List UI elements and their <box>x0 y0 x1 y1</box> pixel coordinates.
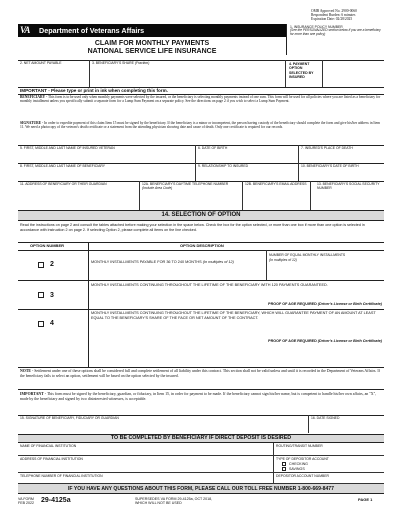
field-veteran-name[interactable] <box>18 145 196 163</box>
beneficiary-lead: BENEFICIARY <box>20 95 46 99</box>
field-institution-address[interactable] <box>18 456 274 473</box>
option-2-checkbox[interactable] <box>38 262 44 268</box>
ssn-label: 13. BENEFICIARY'S SOCIAL SECURITY NUMBER <box>317 182 380 191</box>
beneficiary-share-label-wrap <box>92 61 149 65</box>
beneficiary-text: - This form is to be used only when monthly payments were selected by the insured, or the beneficiary is selecting monthly payments instead of one sum. This form will be used for all policies where you are listed as a beneficiary for monthly installment unless you specifically submit a separate form for a Lump Sum Payment on a separate policy. See the directions on page 2 if you wish to select a Lump Sum Payment. <box>20 95 381 104</box>
field-veteran-dob[interactable] <box>196 145 299 163</box>
field-place-of-death[interactable] <box>299 145 384 163</box>
option-3-proof-hint: (Driver's License or Birth Certificate) <box>317 302 382 306</box>
savings-checkbox[interactable] <box>282 467 286 471</box>
savings-label: SAVINGS <box>289 467 305 471</box>
footer-form-label: VA FORM <box>18 497 34 501</box>
beneficiary-paragraph <box>20 95 384 104</box>
checking-label: CHECKING <box>289 462 308 466</box>
form-title-line2: NATIONAL SERVICE LIFE INSURANCE <box>87 48 217 56</box>
note-paragraph <box>20 369 384 379</box>
form-title <box>18 40 286 57</box>
field-beneficiary-name[interactable] <box>18 163 196 181</box>
institution-name-label: NAME OF FINANCIAL INSTITUTION <box>20 444 77 448</box>
footer-page: PAGE 1 <box>358 497 373 502</box>
place-of-death-label: 7. INSURED'S PLACE OF DEATH <box>301 146 353 150</box>
option-2-desc-wrap <box>91 260 261 265</box>
field-date-signed[interactable] <box>309 415 384 433</box>
signature-lead: SIGNATURE <box>20 121 42 125</box>
field-ssn[interactable] <box>311 181 384 210</box>
note-text: - Settlement under one of these options shall be considered full and complete settlement of all liability under this contract. This section shall not be valid unless and until it is recorded in the Department of Veterans Affairs. If the beneficiary fails to select an option, settlement will be based on the option selected by the insured. <box>20 369 380 378</box>
policy-number-label: 1. INSURANCE POLICY NUMBER <box>290 25 343 29</box>
agency-name: Department of Veterans Affairs <box>39 26 145 35</box>
important-paragraph <box>20 392 384 402</box>
beneficiary-share-hint: (Fraction) <box>134 61 150 65</box>
field-daytime-phone[interactable] <box>140 181 243 210</box>
option-3-proof: PROOF OF AGE REQUIRED <box>268 302 317 306</box>
field-account-number[interactable] <box>274 473 384 484</box>
option-4-proof-hint: (Driver's License or Birth Certificate) <box>317 339 382 343</box>
field-policy-number[interactable] <box>286 24 384 55</box>
option-4-number: 4 <box>50 320 54 327</box>
field-institution-phone[interactable] <box>18 473 274 484</box>
omb-expiration: Expiration Date: 02/28/2025 <box>311 17 353 22</box>
net-amount-label: 2. NET AMOUNT PAYABLE <box>20 61 62 65</box>
footer-form-number: 29-4125a <box>41 497 71 504</box>
omb-block <box>311 9 391 21</box>
daytime-phone-label-wrap <box>142 182 240 190</box>
installments-label: NUMBER OF EQUAL MONTHLY INSTALLMENTS <box>269 253 346 257</box>
footer-form-date: FEB 2022 <box>18 501 34 506</box>
option-4-proof: PROOF OF AGE REQUIRED <box>268 339 317 343</box>
supersedes-line2: WHICH WILL NOT BE USED <box>135 501 182 506</box>
note-lead: NOTE <box>20 369 32 373</box>
va-logo: VA <box>20 25 30 35</box>
institution-phone-label: TELEPHONE NUMBER OF FINANCIAL INSTITUTION <box>20 474 103 478</box>
field-number-installments[interactable] <box>266 250 384 280</box>
omb-burden: Respondent Burden: 6 minutes <box>311 13 356 18</box>
field-relationship[interactable] <box>196 163 299 181</box>
payment-option-label: 4. PAYMENT OPTION SELECTED BY INSURED <box>289 62 314 80</box>
account-type-label: TYPE OF DEPOSITOR ACCOUNT <box>276 457 329 461</box>
direct-deposit-title: TO BE COMPLETED BY BENEFICIARY IF DIRECT DEPOSIT IS DESIRED <box>110 435 292 441</box>
signature-label: 15. SIGNATURE OF BENEFICIARY, FIDUCIARY OR GUARDIAN <box>20 416 119 420</box>
policy-number-hint: (See the PERSONALIZED section below if you are a beneficiary for more than one policy) <box>290 28 381 36</box>
footer-form-id <box>18 497 34 506</box>
email-label: 12B. BENEFICIARY'S EMAIL ADDRESS <box>245 182 307 186</box>
important-text: - This form must be signed by the beneficiary, guardian, or fiduciary, in Item 15, in order for payment to be made. If the beneficiary cannot sign his/her name, but is competent to handle his/her own affairs, an "X", made by the beneficiary and signed by two disinterested witnesses, is acceptable. <box>20 392 377 401</box>
field-net-amount[interactable] <box>18 60 90 87</box>
field-payment-option[interactable] <box>322 60 384 87</box>
questions-text: IF YOU HAVE ANY QUESTIONS ABOUT THIS FORM, PLEASE CALL OUR TOLL FREE NUMBER 1-800-669-8477 <box>68 485 334 492</box>
veteran-dob-label: 6. DATE OF BIRTH <box>198 146 228 150</box>
option-3-proof-wrap <box>260 302 382 306</box>
form-title-line1: CLAIM FOR MONTHLY PAYMENTS <box>94 40 210 47</box>
date-signed-label: 16. DATE SIGNED <box>311 416 340 420</box>
option-3-number: 3 <box>50 292 54 299</box>
account-number-label: DEPOSITOR ACCOUNT NUMBER <box>276 474 330 478</box>
institution-address-label: ADDRESS OF FINANCIAL INSTITUTION <box>20 457 83 461</box>
option-2-number: 2 <box>50 261 54 268</box>
option-4-proof-wrap <box>260 339 382 343</box>
routing-label: ROUTING/TRANSIT NUMBER <box>276 444 323 448</box>
field-institution-name[interactable] <box>18 443 274 456</box>
signature-text: - In order to expedite payment of this claim Item 15 must be signed by the beneficiary. If the beneficiary is a minor or incompetent, the person having custody of the beneficiary should complete the form and give his/her address in Item 11. We need a photocopy of the veteran's death certificate or a statement from the attending physician showing date and cause of death. Only one certificate is required for our records. <box>20 121 380 130</box>
supersedes-line1: SUPERSEDES VA FORM 29-4125a, OCT 2018, <box>135 497 213 501</box>
option-2-desc: MONTHLY INSTALLMENTS PAYABLE FOR 36 TO 240 MONTHS <box>91 260 202 264</box>
option-4-checkbox[interactable] <box>38 321 44 327</box>
option-3-checkbox[interactable] <box>38 292 44 298</box>
footer-supersedes <box>135 497 212 506</box>
beneficiary-name-label: 8. FIRST, MIDDLE AND LAST NAME OF BENEFICIARY <box>20 164 106 168</box>
field-routing-number[interactable] <box>274 443 384 456</box>
installments-hint: (In multiples of 12) <box>269 258 297 262</box>
beneficiary-address-label: 11. ADDRESS OF BENEFICIARY OR THEIR GUARDIAN <box>20 182 107 186</box>
field-signature[interactable] <box>18 415 309 433</box>
col-option-number: OPTION NUMBER <box>30 243 64 248</box>
daytime-phone-label: 12A. BENEFICIARY'S DAYTIME TELEPHONE NUMBER <box>142 182 229 186</box>
option-3-desc: MONTHLY INSTALLMENTS CONTINUING THROUGHOUT THE LIFETIME OF THE BENEFICIARY WITH 120 PAYMENTS GUARANTEED. <box>91 283 328 287</box>
relationship-label: 9. RELATIONSHIP TO INSURED <box>198 164 249 168</box>
field-beneficiary-address[interactable] <box>18 181 140 210</box>
col-option-description: OPTION DESCRIPTION <box>180 243 224 248</box>
field-email[interactable] <box>243 181 311 210</box>
option-4-desc: MONTHLY INSTALLMENTS CONTINUING THROUGHOUT THE LIFETIME OF THE BENEFICIARY, WHICH WILL GUARANTEE PAYMENT OF AN AMOUNT AT LEAST EQUAL TO THE BENEFICIARY'S SHARE OF THE FACE OR NET AMOUNT OF THE CONTRACT. <box>91 311 376 320</box>
option-2-hint: (In multiples of 12) <box>202 260 234 264</box>
omb-approved: OMB Approved No. 2900-0060 <box>311 9 357 13</box>
signature-paragraph <box>20 121 384 130</box>
checking-checkbox[interactable] <box>282 462 286 466</box>
veteran-name-label: 5. FIRST, MIDDLE AND LAST NAME OF INSURED VETERAN <box>20 146 115 150</box>
section14-title: 14. SELECTION OF OPTION <box>161 212 241 218</box>
beneficiary-dob-label: 10. BENEFICIARY'S DATE OF BIRTH <box>301 164 359 168</box>
important-notice: IMPORTANT - Please type or print in ink when completing this form. <box>20 88 168 93</box>
important-lead: IMPORTANT <box>20 392 44 396</box>
daytime-phone-hint: (Include Area Code) <box>142 186 173 191</box>
section14-instructions: Read the instructions on page 2 and consult the tables attached before making your selection in the space below. Check the box for the option selected, or more than one box if more than one option is selected in accordance with instruction 2 on page 2. If selecting Option 2, please complete all items on the line checked. <box>20 223 365 232</box>
field-beneficiary-dob[interactable] <box>299 163 384 181</box>
account-type-group <box>274 456 384 473</box>
beneficiary-share-label: 3. BENEFICIARY'S SHARE <box>92 61 134 65</box>
field-beneficiary-share[interactable] <box>90 60 286 87</box>
